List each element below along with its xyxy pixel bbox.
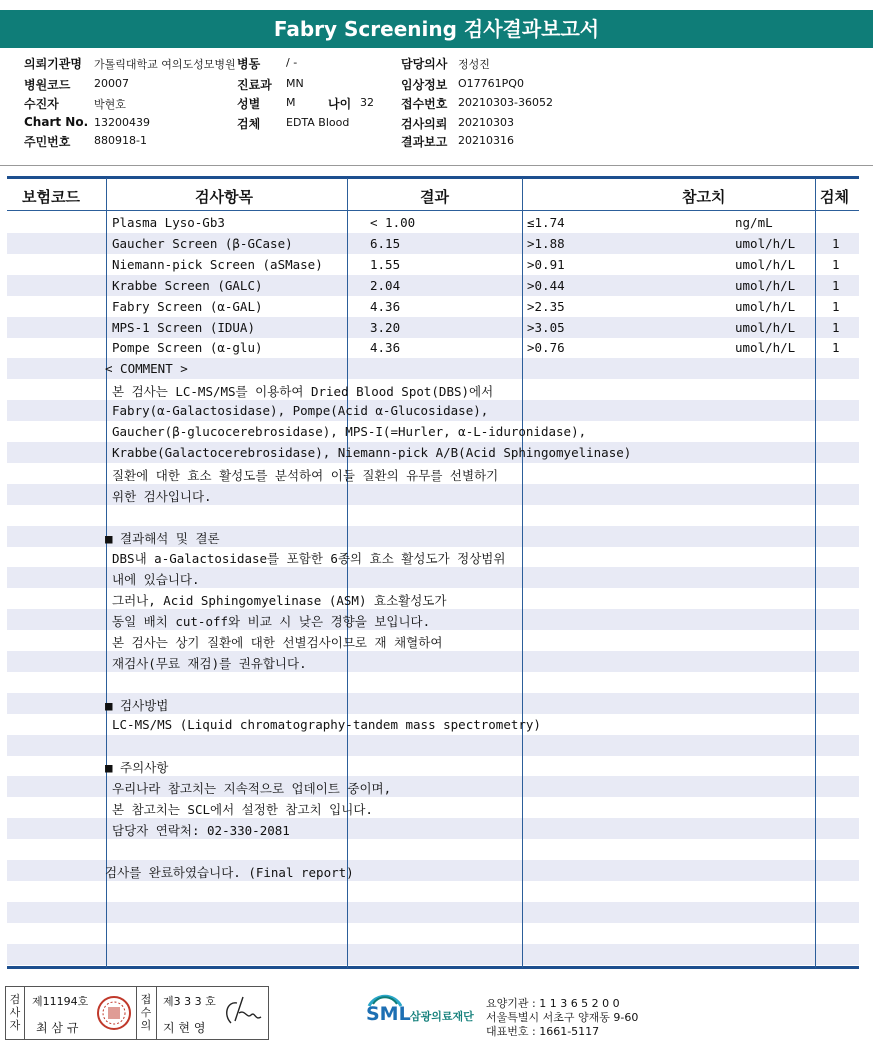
field-label: 검사의뢰 bbox=[401, 117, 448, 131]
test-unit: umol/h/L bbox=[735, 278, 796, 293]
receiver-label: 접수의 bbox=[140, 993, 152, 1032]
test-result: 6.15 bbox=[370, 236, 401, 251]
comment-line: 재검사(무료 재검)를 권유합니다. bbox=[112, 656, 307, 671]
comment-line: 동일 배치 cut-off와 비교 시 낮은 경향을 보입니다. bbox=[112, 614, 431, 629]
col-divider bbox=[522, 178, 523, 968]
test-result: 4.36 bbox=[370, 299, 401, 314]
col-header-specimen: 검체 bbox=[820, 188, 849, 206]
field-value: 20007 bbox=[94, 77, 129, 90]
field-value: / - bbox=[286, 56, 298, 69]
field-value: 가톨릭대학교 여의도성모병원 bbox=[94, 58, 236, 71]
receiver-name: 지 현 영 bbox=[163, 1021, 206, 1035]
test-item: MPS-1 Screen (IDUA) bbox=[112, 320, 255, 335]
inspector-name: 최 삼 규 bbox=[36, 1021, 79, 1035]
field-value: MN bbox=[286, 77, 304, 90]
test-unit: umol/h/L bbox=[735, 320, 796, 335]
field-value: 박현호 bbox=[94, 98, 126, 111]
col-divider bbox=[347, 178, 348, 968]
test-specimen: 1 bbox=[832, 320, 840, 335]
comment-line: Gaucher(β-glucocerebrosidase), MPS-I(=Hurler, α-L-iduronidase), bbox=[112, 424, 587, 439]
field-label: 결과보고 bbox=[401, 135, 448, 149]
col-header-item: 검사항목 bbox=[195, 188, 253, 206]
field-label: 병동 bbox=[237, 57, 261, 71]
age-label: 나이 bbox=[328, 97, 352, 111]
company-phone: 대표번호 : 1661-5117 bbox=[486, 1025, 600, 1038]
comment-line: ■ 결과해석 및 결론 bbox=[105, 531, 220, 546]
test-result: 1.55 bbox=[370, 257, 401, 272]
field-value: 20210303-36052 bbox=[458, 96, 553, 109]
test-result: 4.36 bbox=[370, 340, 401, 355]
inspector-number: 제11194호 bbox=[32, 995, 89, 1008]
test-unit: umol/h/L bbox=[735, 257, 796, 272]
comment-line: 우리나라 참고치는 지속적으로 업데이트 중이며, bbox=[112, 781, 392, 796]
field-value: 880918-1 bbox=[94, 134, 147, 147]
test-specimen: 1 bbox=[832, 257, 840, 272]
field-label: 임상정보 bbox=[401, 78, 448, 92]
company-name: 삼광의료재단 bbox=[410, 1010, 474, 1023]
test-unit: umol/h/L bbox=[735, 299, 796, 314]
test-item: Gaucher Screen (β-GCase) bbox=[112, 236, 293, 251]
comment-line: 담당자 연락처: 02-330-2081 bbox=[112, 823, 290, 838]
comment-line: Krabbe(Galactocerebrosidase), Niemann-pick A/B(Acid Sphingomyelinase) bbox=[112, 445, 632, 460]
test-result: 3.20 bbox=[370, 320, 401, 335]
comment-line: 내에 있습니다. bbox=[112, 572, 200, 587]
receiver-number: 제3 3 3 호 bbox=[163, 995, 216, 1008]
row-stripe bbox=[7, 735, 859, 756]
inspector-label: 검사자 bbox=[9, 993, 21, 1032]
test-reference: ≤1.74 bbox=[527, 215, 565, 230]
seal-stamp-icon bbox=[96, 995, 132, 1035]
test-specimen: 1 bbox=[832, 340, 840, 355]
institution-number: 요양기관 : 1 1 3 6 5 2 0 0 bbox=[486, 997, 620, 1010]
company-address: 서울특별시 서초구 양재동 9-60 bbox=[486, 1011, 639, 1024]
field-value: 20210303 bbox=[458, 116, 514, 129]
signature-icon bbox=[221, 993, 263, 1035]
logo-text: SML bbox=[366, 1003, 411, 1025]
report-title: Fabry Screening 검사결과보고서 bbox=[0, 10, 873, 48]
col-header-code: 보험코드 bbox=[22, 188, 80, 206]
comment-line: 질환에 대한 효소 활성도를 분석하여 이들 질환의 유무를 선별하기 bbox=[112, 468, 499, 483]
comment-line: 본 검사는 LC-MS/MS를 이용하여 Dried Blood Spot(DBS)에서 bbox=[112, 384, 494, 399]
test-reference: >0.44 bbox=[527, 278, 565, 293]
field-label: 주민번호 bbox=[24, 135, 71, 149]
field-label: 수진자 bbox=[24, 97, 59, 111]
col-header-reference: 참고치 bbox=[682, 188, 726, 206]
field-label: Chart No. bbox=[24, 115, 89, 129]
test-item: Plasma Lyso-Gb3 bbox=[112, 215, 225, 230]
comment-line: 본 참고치는 SCL에서 설정한 참고치 입니다. bbox=[112, 802, 373, 817]
field-value: 20210316 bbox=[458, 134, 514, 147]
test-reference: >0.91 bbox=[527, 257, 565, 272]
test-item: Niemann-pick Screen (aSMase) bbox=[112, 257, 323, 272]
table-bottom-rule bbox=[7, 966, 859, 969]
col-divider bbox=[106, 178, 107, 968]
test-specimen: 1 bbox=[832, 278, 840, 293]
test-reference: >1.88 bbox=[527, 236, 565, 251]
field-label: 의뢰기관명 bbox=[24, 57, 82, 71]
field-value: 13200439 bbox=[94, 116, 150, 129]
test-reference: >3.05 bbox=[527, 320, 565, 335]
test-specimen: 1 bbox=[832, 299, 840, 314]
comment-line: 검사를 완료하였습니다. (Final report) bbox=[105, 865, 354, 880]
field-label: 병원코드 bbox=[24, 78, 71, 92]
col-divider bbox=[815, 178, 816, 968]
comment-line: 그러나, Acid Sphingomyelinase (ASM) 효소활성도가 bbox=[112, 593, 447, 608]
test-unit: umol/h/L bbox=[735, 340, 796, 355]
test-result: 2.04 bbox=[370, 278, 401, 293]
test-unit: umol/h/L bbox=[735, 236, 796, 251]
test-item: Krabbe Screen (GALC) bbox=[112, 278, 263, 293]
row-stripe bbox=[7, 944, 859, 965]
test-specimen: 1 bbox=[832, 236, 840, 251]
field-label: 검체 bbox=[237, 117, 261, 131]
test-item: Fabry Screen (α-GAL) bbox=[112, 299, 263, 314]
signature-box bbox=[5, 986, 269, 1040]
field-value: EDTA Blood bbox=[286, 116, 350, 129]
comment-line: < COMMENT > bbox=[105, 361, 188, 376]
table-top-rule bbox=[7, 176, 859, 179]
header-divider bbox=[0, 165, 873, 166]
test-item: Pompe Screen (α-glu) bbox=[112, 340, 263, 355]
field-label: 성별 bbox=[237, 97, 261, 111]
comment-line: LC-MS/MS (Liquid chromatography-tandem mass spectrometry) bbox=[112, 717, 541, 732]
field-label: 접수번호 bbox=[401, 97, 448, 111]
field-label: 담당의사 bbox=[401, 57, 448, 71]
test-reference: >0.76 bbox=[527, 340, 565, 355]
test-result: < 1.00 bbox=[370, 215, 416, 230]
col-header-result: 결과 bbox=[420, 188, 449, 206]
age-value: 32 bbox=[360, 96, 374, 109]
comment-line: 본 검사는 상기 질환에 대한 선별검사이므로 재 채혈하여 bbox=[112, 635, 443, 650]
comment-line: Fabry(α-Galactosidase), Pompe(Acid α-Glucosidase), bbox=[112, 403, 489, 418]
field-value: O17761PQ0 bbox=[458, 77, 524, 90]
comment-line: 위한 검사입니다. bbox=[112, 489, 212, 504]
comment-line: DBS내 a-Galactosidase를 포함한 6종의 효소 활성도가 정상범위 bbox=[112, 551, 506, 566]
comment-line: ■ 주의사항 bbox=[105, 760, 169, 775]
test-unit: ng/mL bbox=[735, 215, 773, 230]
field-label: 진료과 bbox=[237, 78, 272, 92]
row-stripe bbox=[7, 902, 859, 923]
field-value: 정성진 bbox=[458, 58, 490, 71]
table-header-divider bbox=[7, 210, 859, 211]
test-reference: >2.35 bbox=[527, 299, 565, 314]
field-value: M bbox=[286, 96, 296, 109]
comment-line: ■ 검사방법 bbox=[105, 698, 169, 713]
